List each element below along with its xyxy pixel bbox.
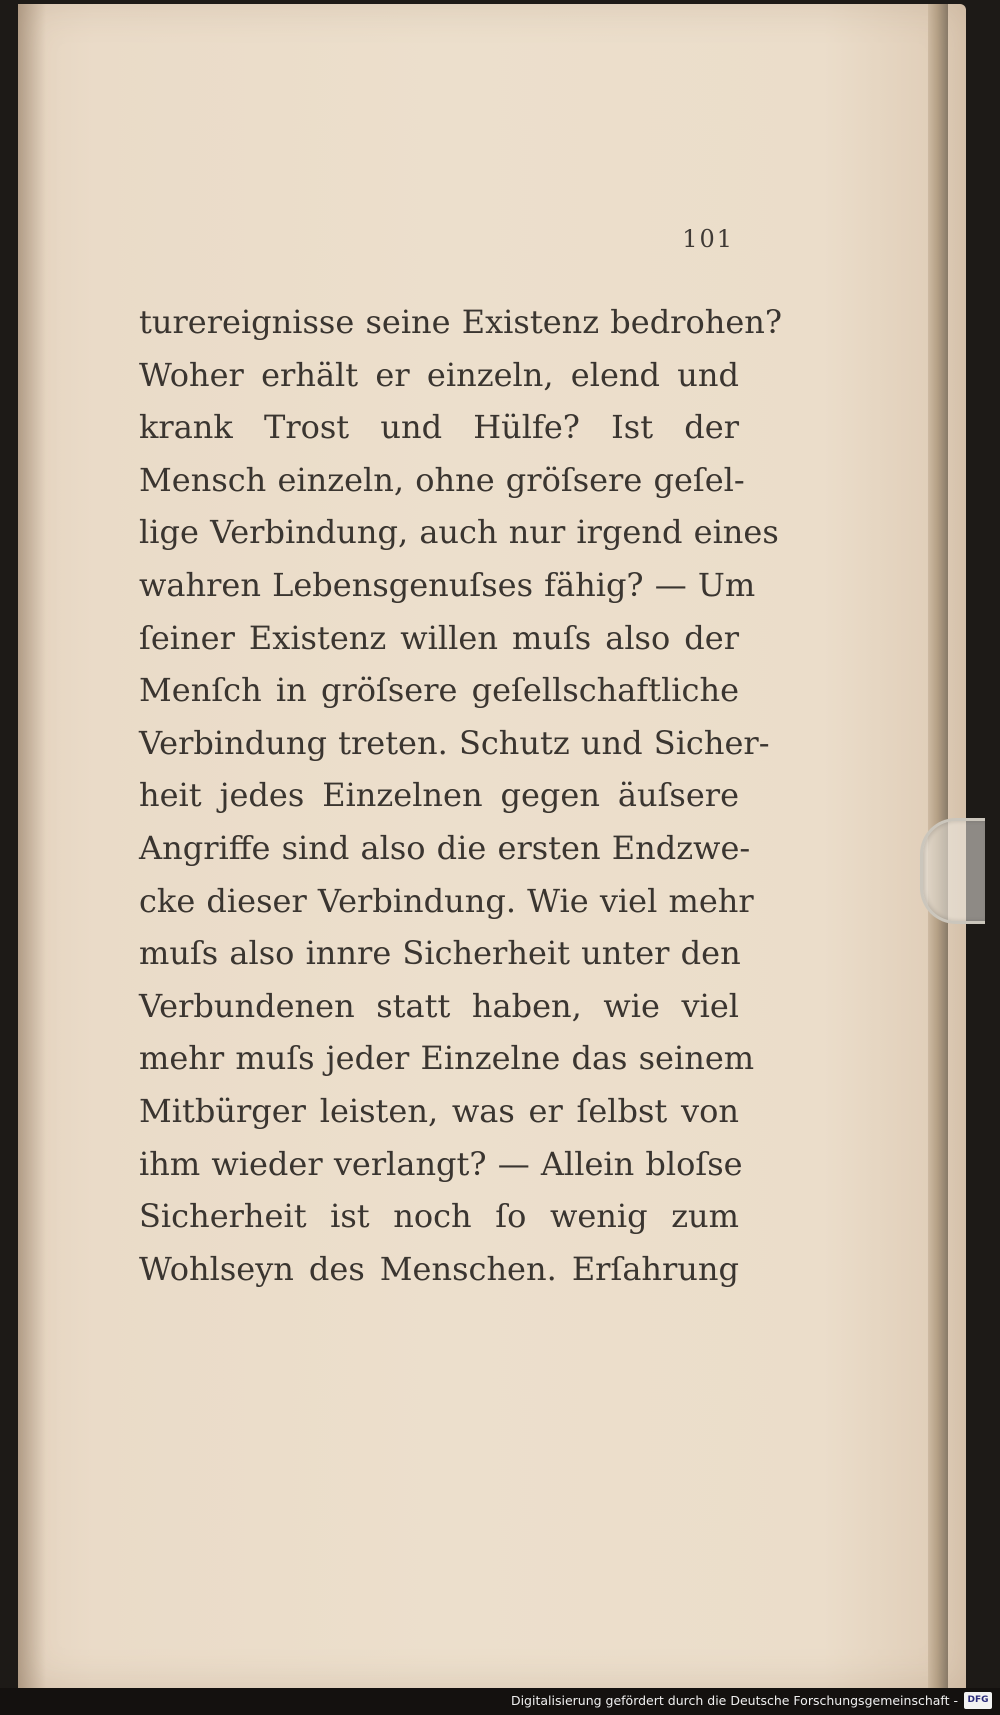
footer-credit: Digitalisierung gefördert durch die Deutsche Forschungsgemeinschaft -: [510, 1693, 958, 1708]
text-line: krank Trost und Hülfe? Ist der: [139, 408, 739, 447]
text-line: muſs also innre Sicherheit unter den: [139, 934, 741, 973]
text-line: lige Verbindung, auch nur irgend eines: [139, 513, 779, 552]
text-line: heit jedes Einzelnen gegen äuſsere: [139, 776, 739, 815]
text-line: ihm wieder verlangt? — Allein bloſse: [139, 1144, 743, 1183]
dfg-logo: DFG: [964, 1692, 992, 1709]
text-line: wahren Lebensgenuſses fähig? — Um: [139, 565, 756, 604]
text-line: Mitbürger leisten, was er ſelbst von: [139, 1091, 739, 1130]
text-line: Angriffe sind also die ersten Endzwe-: [139, 828, 751, 867]
digitization-footer: [0, 1688, 1000, 1715]
text-line: Sicherheit ist noch ſo wenig zum: [139, 1197, 739, 1236]
text-line: Verbundenen statt haben, wie viel: [139, 986, 739, 1025]
text-line: Woher erhält er einzeln, elend und: [139, 355, 739, 394]
text-line: turereignisse seine Existenz bedrohen?: [139, 303, 783, 341]
text-line: cke dieser Verbindung. Wie viel mehr: [139, 881, 754, 920]
text-line: Menſch in gröſsere geſellschaftliche: [139, 671, 739, 710]
body-text: [139, 296, 783, 1346]
page-number: 101: [682, 225, 734, 253]
page-gutter-shadow: [18, 4, 46, 1688]
page-clip: [920, 818, 985, 924]
book-page: [18, 4, 966, 1688]
text-line: Mensch einzeln, ohne gröſsere geſel-: [139, 460, 745, 499]
text-line: ſeiner Existenz willen muſs also der: [139, 618, 739, 657]
text-line: Wohlseyn des Menschen. Erſahrung: [139, 1249, 739, 1288]
text-line: mehr muſs jeder Einzelne das seinem: [139, 1039, 755, 1078]
text-line: Verbindung treten. Schutz und Sicher-: [139, 723, 770, 762]
